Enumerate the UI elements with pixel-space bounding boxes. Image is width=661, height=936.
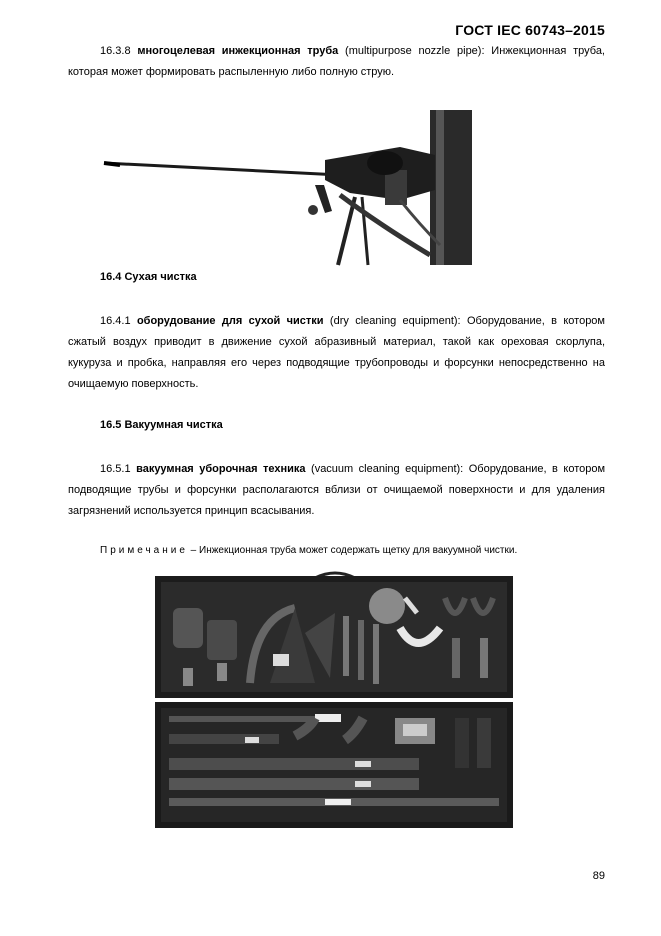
note-text: – Инжекционная труба может содержать щетку для вакуумной чистки. bbox=[190, 545, 518, 556]
definition-text: Оборудование, в котором подводящие трубы и форсунки располагаются вблизи от очищаемой поверхности и для удаления загрязнений используется принцип всасывания. bbox=[68, 463, 606, 517]
english-term: (dry cleaning equipment): bbox=[329, 315, 461, 327]
standard-header: ГОСТ IEC 60743–2015 bbox=[455, 22, 605, 38]
note-label: Примечание bbox=[100, 545, 188, 556]
clause-number: 16.3.8 bbox=[100, 45, 131, 57]
term: вакуумная уборочная техника bbox=[136, 463, 306, 475]
vacuum-cleaning-kit-photo bbox=[155, 568, 513, 830]
term: оборудование для сухой чистки bbox=[136, 315, 324, 327]
section-heading-16-4: 16.4 Сухая чистка bbox=[100, 271, 197, 283]
section-heading-16-5: 16.5 Вакуумная чистка bbox=[100, 419, 223, 431]
definition-16-3-8 bbox=[68, 41, 605, 83]
page-number: 89 bbox=[592, 870, 605, 882]
definition-16-4-1 bbox=[68, 311, 605, 395]
definition-text: Инжекционная труба, которая может формировать распыленную либо полную струю. bbox=[68, 45, 605, 78]
nozzle-pipe-photo bbox=[100, 105, 480, 270]
english-term: (multipurpose nozzle pipe): bbox=[345, 45, 485, 57]
definition-16-5-1 bbox=[68, 459, 605, 522]
clause-number: 16.4.1 bbox=[100, 315, 131, 327]
clause-number: 16.5.1 bbox=[100, 463, 131, 475]
english-term: (vacuum cleaning equipment): bbox=[311, 463, 464, 475]
note bbox=[100, 545, 517, 556]
term: многоцелевая инжекционная труба bbox=[137, 45, 339, 57]
definition-text: Оборудование, в котором сжатый воздух приводит в движение сухой абразивный материал, такой как ореховая скорлупа, кукуруза и пробка, направляя его через подводящие трубопроводы и форсунки непосредственно на очищаемую поверхность. bbox=[68, 315, 605, 390]
